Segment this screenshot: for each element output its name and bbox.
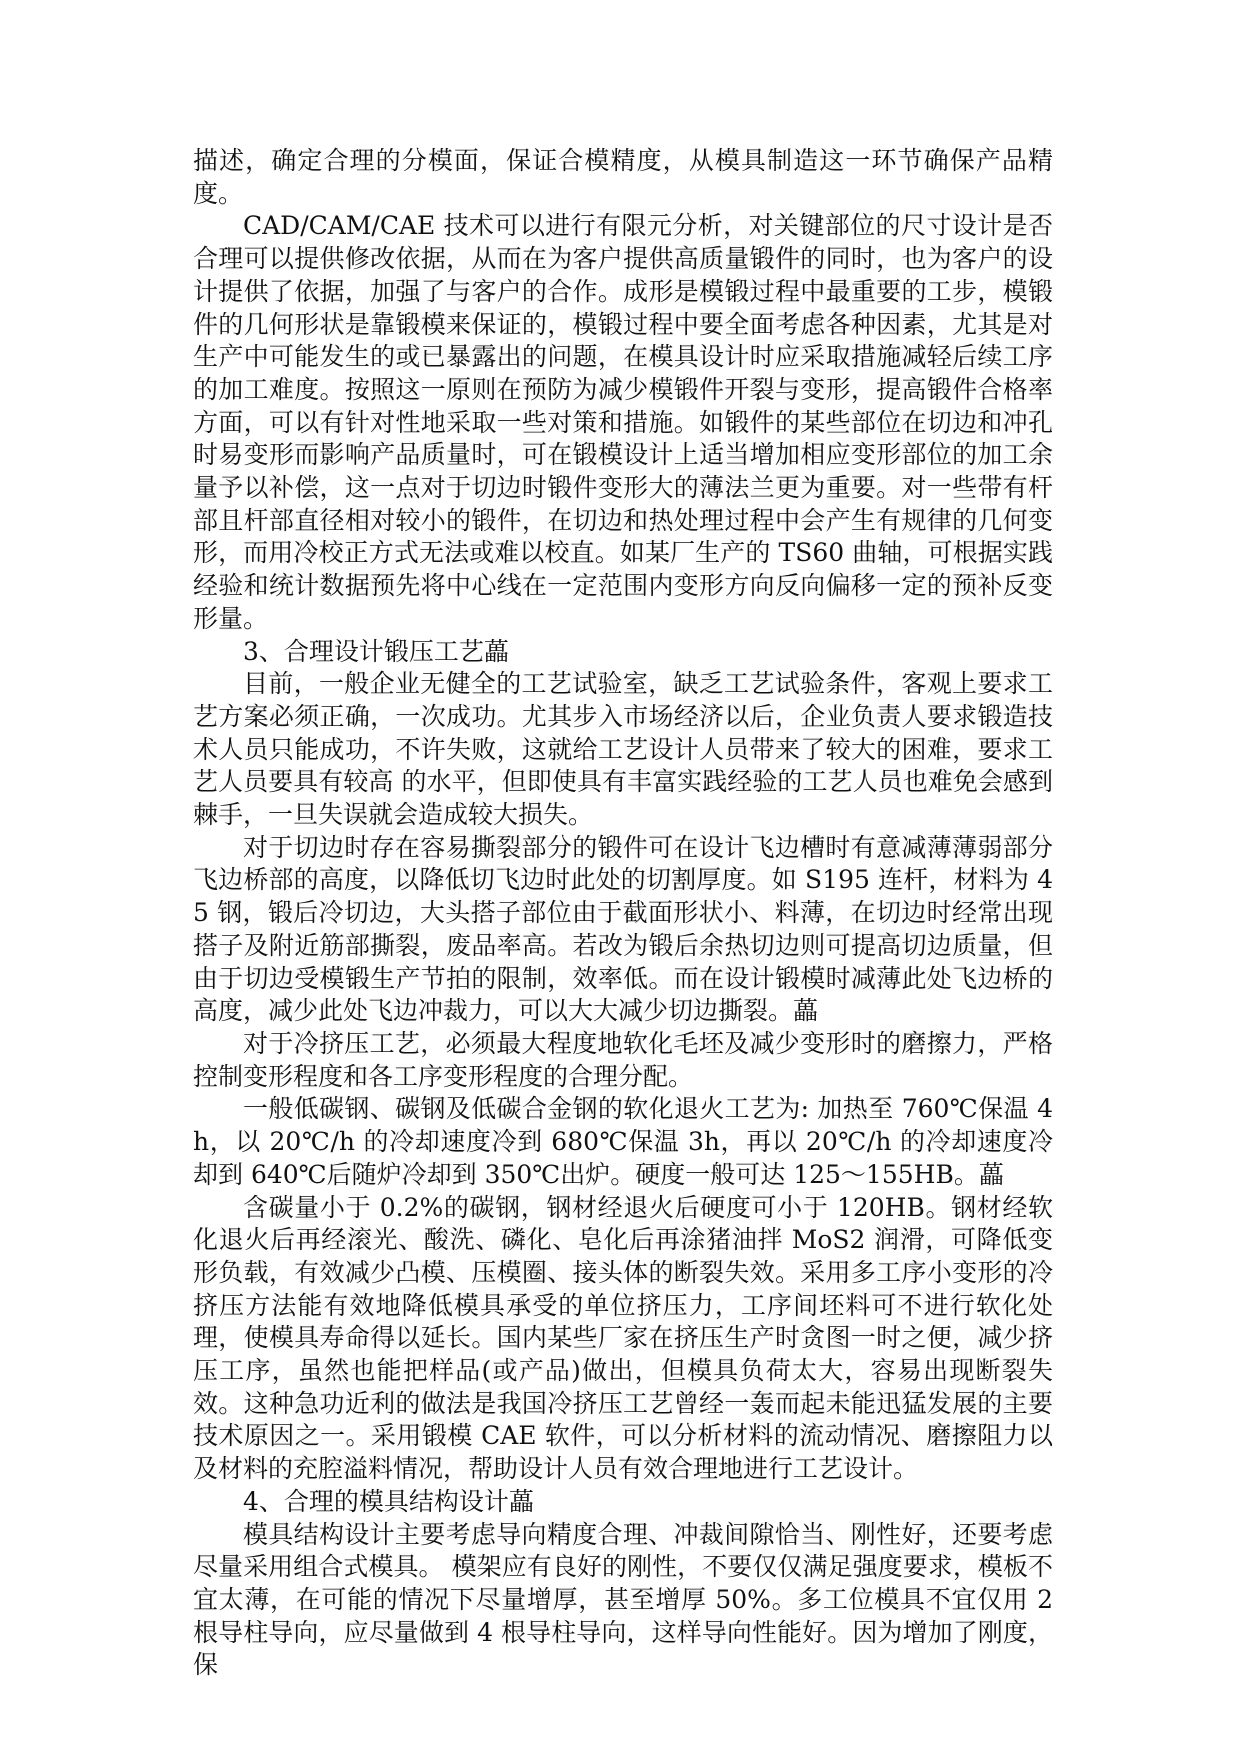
section-heading-4: 4、合理的模具结构设计藟 [243, 1486, 534, 1516]
paragraph-cad-cam-cae: CAD/CAM/CAE 技术可以进行有限元分析，对关键部位的尺寸设计是否合理可以提供修改依据，从而在为客户提供高质量锻件的同时，也为客户的设计提供了依据，加强了与客户的合作。成形是模锻过程中最重要的工步，模锻件的几何形状是靠锻模来保证的，模锻过程中要全面考虑各种因素，尤其是对生产中可能发生的或已暴露出的问题，在模具设计时应采取措施减轻后续工序的加工难度。按照这一原则在预防为减少模锻件开裂与变形，提高锻件合格率方面，可以有针对性地采取一些对策和措施。如锻件的某些部位在切边和冲孔时易变形而影响产品质量时，可在锻模设计上适当增加相应变形部位的加工余量予以补偿，这一点对于切边时锻件变形大的薄法兰更为重要。对一些带有杆部且杆部直径相对较小的锻件，在切边和热处理过程中会产生有规律的几何变形，而用冷校正方式无法或难以校直。如某厂生产的 TS60 曲轴，可根据实践经验和统计数据预先将中心线在一定范围内变形方向反向偏移一定的预补反变形量。 [193, 211, 1053, 633]
paragraph-trimming: 对于切边时存在容易撕裂部分的锻件可在设计飞边槽时有意减薄薄弱部分飞边桥部的高度，以降低切飞边时此处的切割厚度。如 S195 连杆，材料为 45 钢，锻后冷切边，大头搭子部位由于截面形状小、料薄，在切边时经常出现搭子及附近筋部撕裂，废品率高。若改为锻后余热切边则可提高切边质量，但由于切边受模锻生产节拍的限制，效率低。而在设计锻模时减薄此处飞边桥的高度，减少此处飞边冲裁力，可以大大减少切边撕裂。藟 [193, 832, 1053, 1026]
document-body [193, 145, 1053, 1682]
paragraph-process-trial: 目前，一般企业无健全的工艺试验室，缺乏工艺试验条件，客观上要求工艺方案必须正确，一次成功。尤其步入市场经济以后，企业负责人要求锻造技术人员只能成功，不许失败，这就给工艺设计人员带来了较大的困难，要求工艺人员要具有较高 的水平，但即使具有丰富实践经验的工艺人员也难免会感到棘手，一旦失误就会造成较大损失。 [193, 669, 1053, 830]
paragraph-continuation: 描述，确定合理的分模面，保证合模精度，从模具制造这一环节确保产品精度。 [193, 146, 1053, 208]
paragraph-cold-extrusion: 对于冷挤压工艺，必须最大程度地软化毛坯及减少变形时的磨擦力，严格控制变形程度和各工序变形程度的合理分配。 [193, 1028, 1053, 1091]
section-heading-3: 3、合理设计锻压工艺﻿藟 [243, 636, 509, 666]
paragraph-die-structure: 模具结构设计主要考虑导向精度合理、冲裁间隙恰当、刚性好，还要考虑尽量采用组合式模具。 模架应有良好的刚性，不要仅仅满足强度要求，模板不宜太薄，在可能的情况下尽量增厚，甚至增厚 50%。多工位模具不宜仅用 2 根导柱导向，应尽量做到 4 根导柱导向，这样导向性能好。因为增加了刚度，保 [193, 1519, 1053, 1680]
paragraph-annealing: 一般低碳钢、碳钢及低碳合金钢的软化退火工艺为: 加热至 760℃保温 4h，以 20℃/h 的冷却速度冷到 680℃保温 3h，再以 20℃/h 的冷却速度冷却到 640℃后随炉冷却到 350℃出炉。硬度一般可达 125～155HB。藟 [193, 1094, 1053, 1189]
paragraph-low-carbon-steel: 含碳量小于 0.2%的碳钢，钢材经退火后硬度可小于 120HB。钢材经软化退火后再经滚光、酸洗、磷化、皂化后再涂猪油拌 MoS﻿2 润滑，可降低变形负载，有效减少凸模、压模圈、接头体的断裂失效。采用多工序小变形的冷挤压方法能有效地降低模具承受的单位挤压力，工序间坯料可不进行软化处理，使模具寿命得以延长。国内某些厂家在挤压生产时贪图一时之便，减少挤压工序，虽然也能把样品(或产品)做出，但模具负荷太大，容易出现断裂失效。这种急功近利的做法是我国冷挤压工艺曾经一轰而起未能迅猛发展的主要技术原因之一。采用锻模 CAE 软件，可以分析材料的流动情况、磨擦阻力以及材料的充腔溢料情况，帮助设计人员有效合理地进行工艺设计。 [193, 1192, 1053, 1484]
